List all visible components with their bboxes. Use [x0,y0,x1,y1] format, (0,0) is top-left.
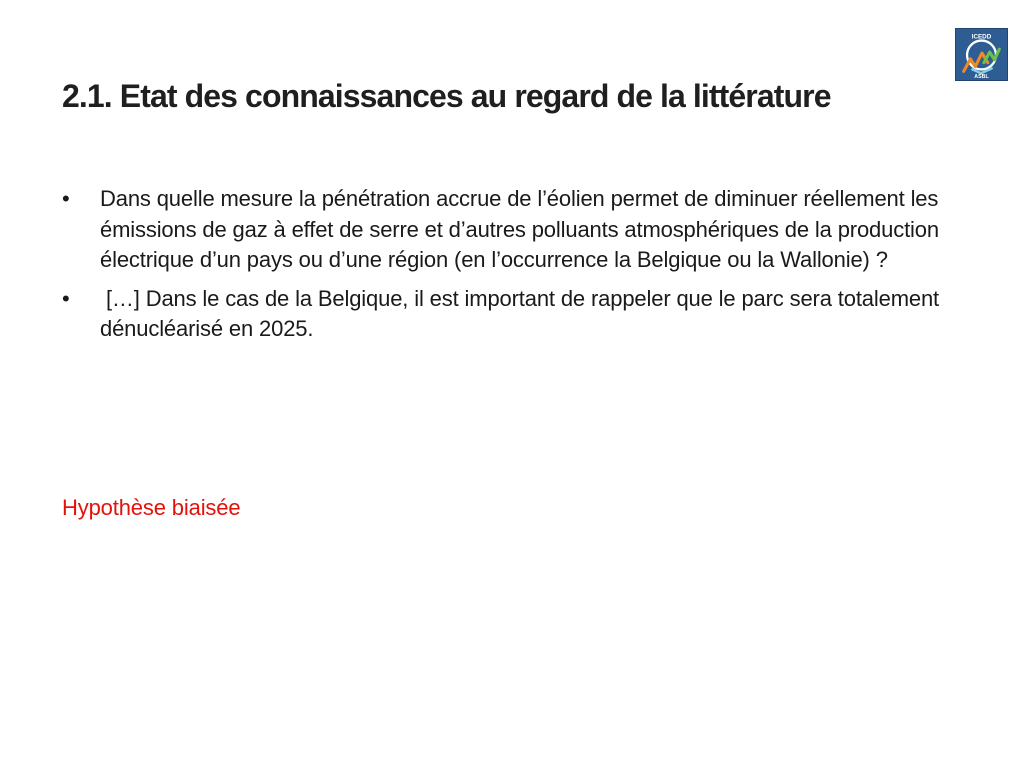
icedd-logo-graphic [956,29,1007,80]
icedd-logo [955,28,1008,81]
bullet-text: […] Dans le cas de la Belgique, il est important de rappeler que le parc sera totalement dénucléarisé en 2025. [100,285,945,341]
bullet-item-question [62,184,962,276]
bullet-marker: • [62,285,70,311]
red-note: Hypothèse biaisée [62,495,241,520]
logo-text-bottom: ASBL [974,74,989,80]
bullet-list [62,184,962,353]
bullet-item-belgium [62,284,962,345]
bullet-text: Dans quelle mesure la pénétration accrue de l’éolien permet de diminuer réellement les émissions de gaz à effet de serre et d’autres polluants atmosphériques de la production électrique d’un pays ou d’une région (en l’occurrence la Belgique ou la Wallonie) ? [100,186,939,272]
bullet-marker: • [62,186,70,211]
logo-text-top: ICEDD [971,33,992,41]
slide-title: 2.1. Etat des connaissances au regard de la littérature [62,78,831,114]
